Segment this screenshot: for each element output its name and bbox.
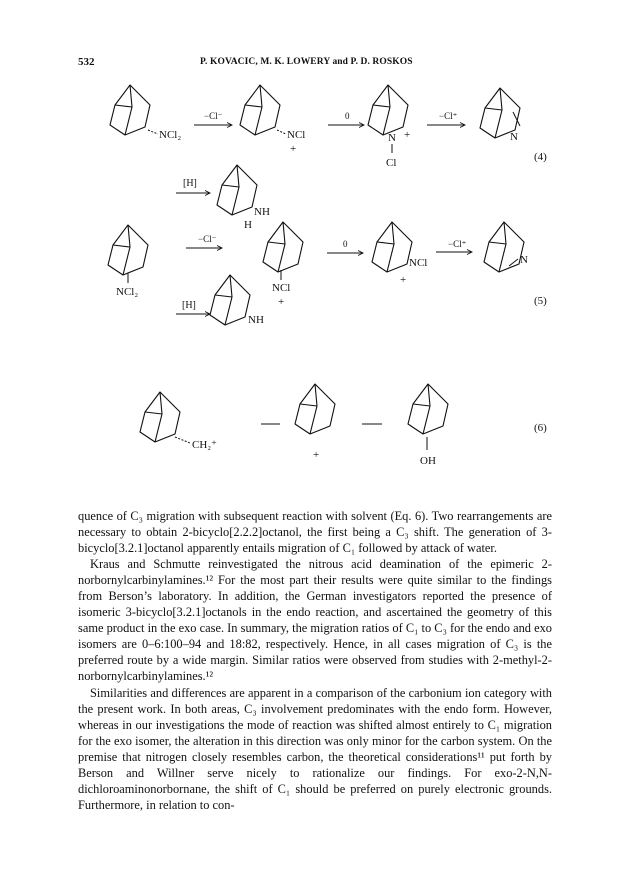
eq4-structure-1 xyxy=(110,85,150,135)
eq5-structure-3 xyxy=(372,222,412,272)
paragraph-3: Similarities and differences are apparent in a comparison of the carbonium ion category with the present work. In both areas, C₃ involvement predominates with the endo form. However, whereas in our investigations the mode of reaction was shifted almost entirely to C₁ migration for the exo isomer, the alteration in this direction was only minor for the carbon system. On the premise that nitrogen closely resembles carbon, the theoretical considerations¹¹ put forth by Berson and Willner serve nicely to rationalize our findings. For exo-2-N,N-dichloroaminonorbornane, the shift of C₁ should be preferred on purely electronic grounds. Furthermore, in relation to con- xyxy=(78,685,552,812)
eq4-arrow2-label: 0 xyxy=(345,111,350,121)
eq4-structure-3 xyxy=(368,85,408,135)
eq6-structure-1 xyxy=(140,392,180,442)
eq5-n-4: N xyxy=(520,254,528,266)
body-text xyxy=(78,508,552,813)
eq4-arrow3-label: −Cl⁺ xyxy=(439,111,458,121)
eq4-branch-h: H xyxy=(244,219,252,231)
eq4-branch-structure xyxy=(217,165,257,215)
eq6-charge-2: + xyxy=(313,449,320,461)
scheme-eq6 xyxy=(140,384,547,467)
eq6-structure-3 xyxy=(408,384,448,434)
eq5-arrow4-label: [H] xyxy=(182,300,196,311)
eq5-structure-1 xyxy=(108,225,148,275)
eq5-charge-2: + xyxy=(278,296,285,308)
eq5-arrow1-label: −Cl⁻ xyxy=(198,234,217,244)
eq5-branch-nh: NH xyxy=(248,314,264,326)
eq6-structure-2 xyxy=(295,384,335,434)
eq4-branch-nh: NH xyxy=(254,206,270,218)
eq6-number: (6) xyxy=(534,422,547,434)
eq5-structure-4 xyxy=(484,222,524,272)
running-head: P. KOVACIC, M. K. LOWERY and P. D. ROSKOS xyxy=(200,57,413,67)
eq4-arrow4-label: [H] xyxy=(183,178,197,189)
eq4-arrow1-label: −Cl⁻ xyxy=(204,111,223,121)
eq6-label-1: CH₂⁺ xyxy=(192,439,217,451)
eq5-label-3: NCl xyxy=(409,257,428,269)
eq5-arrow2-label: 0 xyxy=(343,239,348,249)
eq5-arrow3-label: −Cl⁺ xyxy=(448,239,467,249)
eq5-branch-structure xyxy=(210,275,250,325)
scheme-eq4 xyxy=(110,85,547,231)
eq4-n-4: N xyxy=(510,131,518,143)
eq4-charge-2: + xyxy=(290,143,297,155)
eq4-label-2: NCl xyxy=(287,129,306,141)
page-number: 532 xyxy=(78,56,95,68)
eq4-plus-3: + xyxy=(404,129,411,141)
eq5-number: (5) xyxy=(534,295,547,307)
paragraph-1: quence of C₃ migration with subsequent reaction with solvent (Eq. 6). Two rearrangements are necessary to obtain 2-bicyclo[2.2.2]octanol, the first being a C₃ shift. The generation of 3-bicyclo[3.2.1]octanol apparently entails migration of C₁ followed by attack of water. xyxy=(78,509,552,556)
eq6-label-3: OH xyxy=(420,455,436,467)
eq5-label-2: NCl xyxy=(272,282,291,294)
scheme-eq5 xyxy=(108,222,547,326)
eq5-structure-2 xyxy=(263,222,303,272)
eq4-cl-3: Cl xyxy=(386,157,397,169)
eq5-charge-3: + xyxy=(400,274,407,286)
eq4-label-1: NCl₂ xyxy=(159,129,182,141)
eq4-n-3: N xyxy=(388,132,396,144)
eq5-label-1: NCl₂ xyxy=(116,286,139,298)
eq4-number: (4) xyxy=(534,151,547,163)
eq4-structure-2 xyxy=(240,85,280,135)
paragraph-2: Kraus and Schmutte reinvestigated the nitrous acid deamination of the epimeric 2-norbornylcarbinylamines.¹² For the most part their results were quite similar to the findings from Berson’s laboratory. In addition, the German investigators reported the presence of isomeric 3-bicyclo[3.2.1]octanols in the endo reaction, and ascertained the geometry of this same product in the exo case. In summary, the migration ratios of C₁ to C₃ for the endo and exo isomers are 0–6:100–94 and 18:82, respectively. Hence, in all cases migration of C₃ is the preferred route by a wide margin. Similar ratios were observed from studies with 2-methyl-2-norbornylcarbinylamines.¹² xyxy=(78,557,552,684)
